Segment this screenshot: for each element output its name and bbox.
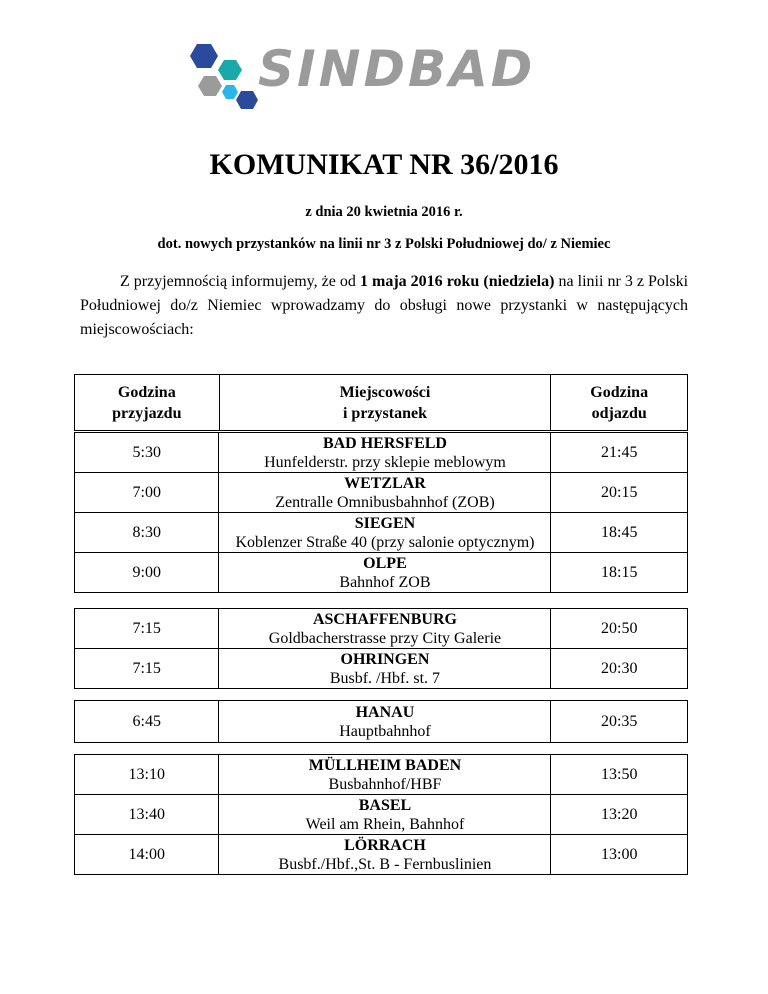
stop-name: Busbf./Hbf.,St. B - Fernbuslinien (278, 855, 492, 873)
place-cell (219, 755, 551, 795)
city-name: SIEGEN (354, 514, 416, 532)
intro-paragraph (80, 270, 688, 342)
arrival-time: 14:00 (75, 835, 219, 875)
arrival-time: 7:00 (75, 473, 219, 513)
place-cell (219, 513, 551, 553)
city-name: WETZLAR (344, 474, 426, 492)
hexagon-dark-blue (190, 44, 218, 68)
city-name: LÖRRACH (344, 836, 426, 854)
stop-name: Busbahnhof/HBF (328, 775, 442, 793)
header-place-line2: i przystanek (342, 404, 427, 422)
header-row (75, 375, 688, 431)
arrival-time: 13:10 (75, 755, 219, 795)
arrival-time: 6:45 (75, 701, 219, 743)
header-departure-line2: odjazdu (591, 404, 647, 422)
stop-name: Busbf. /Hbf. st. 7 (329, 669, 441, 687)
table-row (75, 649, 688, 689)
departure-time: 18:15 (551, 553, 688, 593)
schedule-group-3 (74, 700, 688, 743)
header-departure (551, 375, 688, 431)
departure-time: 18:45 (551, 513, 688, 553)
schedule-group-4 (74, 754, 688, 875)
hexagon-navy (236, 91, 258, 109)
departure-time: 20:30 (551, 649, 688, 689)
schedule-group-2 (74, 608, 688, 689)
table-row (75, 473, 688, 513)
table-row (75, 795, 688, 835)
place-cell (219, 553, 551, 593)
arrival-time: 8:30 (75, 513, 219, 553)
arrival-time: 5:30 (75, 433, 219, 473)
arrival-time: 7:15 (75, 649, 219, 689)
stop-name: Hauptbahnhof (339, 722, 431, 740)
place-cell (219, 795, 551, 835)
place-cell (219, 835, 551, 875)
header-place (219, 375, 551, 431)
hexagon-grey (198, 76, 222, 96)
header-arrival (75, 375, 220, 431)
schedule-group-1 (74, 432, 688, 593)
city-name: BAD HERSFELD (322, 434, 447, 452)
table-row (75, 835, 688, 875)
table-row (75, 701, 688, 743)
logo-text: SINDBAD (258, 40, 536, 98)
arrival-time: 9:00 (75, 553, 219, 593)
intro-text-before: Z przyjemnością informujemy, że od (120, 273, 360, 290)
place-cell (219, 649, 551, 689)
arrival-time: 7:15 (75, 609, 219, 649)
city-name: MÜLLHEIM BADEN (308, 756, 462, 774)
header-place-line1: Miejscowości (339, 383, 431, 401)
header-arrival-line2: przyjazdu (112, 404, 182, 422)
table-row (75, 553, 688, 593)
schedule-header-table (74, 374, 688, 431)
table-row (75, 609, 688, 649)
arrival-time: 13:40 (75, 795, 219, 835)
place-cell (219, 433, 551, 473)
header-departure-line1: Godzina (590, 383, 649, 401)
city-name: HANAU (355, 703, 415, 721)
page-title: KOMUNIKAT NR 36/2016 (209, 148, 559, 181)
stop-name: Weil am Rhein, Bahnhof (305, 815, 465, 833)
departure-time: 20:35 (551, 701, 688, 743)
hexagon-light-blue (222, 85, 238, 99)
departure-time: 20:50 (551, 609, 688, 649)
place-cell (219, 609, 551, 649)
departure-time: 21:45 (551, 433, 688, 473)
stop-name: Bahnhof ZOB (339, 573, 431, 591)
intro-text-after: na linii nr 3 z Polski Południowej do/z Niemiec wprowadzamy do obsługi nowe przystanki w następujących miejscowościach: (80, 273, 689, 338)
city-name: OHRINGEN (340, 650, 430, 668)
departure-time: 13:20 (551, 795, 688, 835)
city-name: BASEL (358, 796, 412, 814)
header-arrival-line1: Godzina (117, 383, 176, 401)
city-name: OLPE (363, 554, 407, 572)
stop-name: Goldbacherstrasse przy City Galerie (268, 629, 502, 647)
sindbad-logo (186, 40, 536, 112)
place-cell (219, 701, 551, 743)
hexagon-teal (218, 60, 242, 80)
place-cell (219, 473, 551, 513)
departure-time: 20:15 (551, 473, 688, 513)
hexagon-logo-icon (186, 40, 266, 112)
departure-time: 13:00 (551, 835, 688, 875)
stop-name: Hunfelderstr. przy sklepie meblowym (264, 453, 506, 471)
departure-time: 13:50 (551, 755, 688, 795)
table-row (75, 755, 688, 795)
announcement-date: z dnia 20 kwietnia 2016 r. (305, 204, 463, 220)
intro-text-bold: 1 maja 2016 roku (niedziela) (359, 273, 555, 290)
table-row (75, 513, 688, 553)
announcement-subject: dot. nowych przystanków na linii nr 3 z Polski Południowej do/ z Niemiec (157, 236, 611, 252)
stop-name: Koblenzer Straße 40 (przy salonie optycznym) (235, 533, 535, 551)
stop-name: Zentralle Omnibusbahnhof (ZOB) (275, 493, 495, 511)
table-row (75, 433, 688, 473)
city-name: ASCHAFFENBURG (312, 610, 457, 628)
